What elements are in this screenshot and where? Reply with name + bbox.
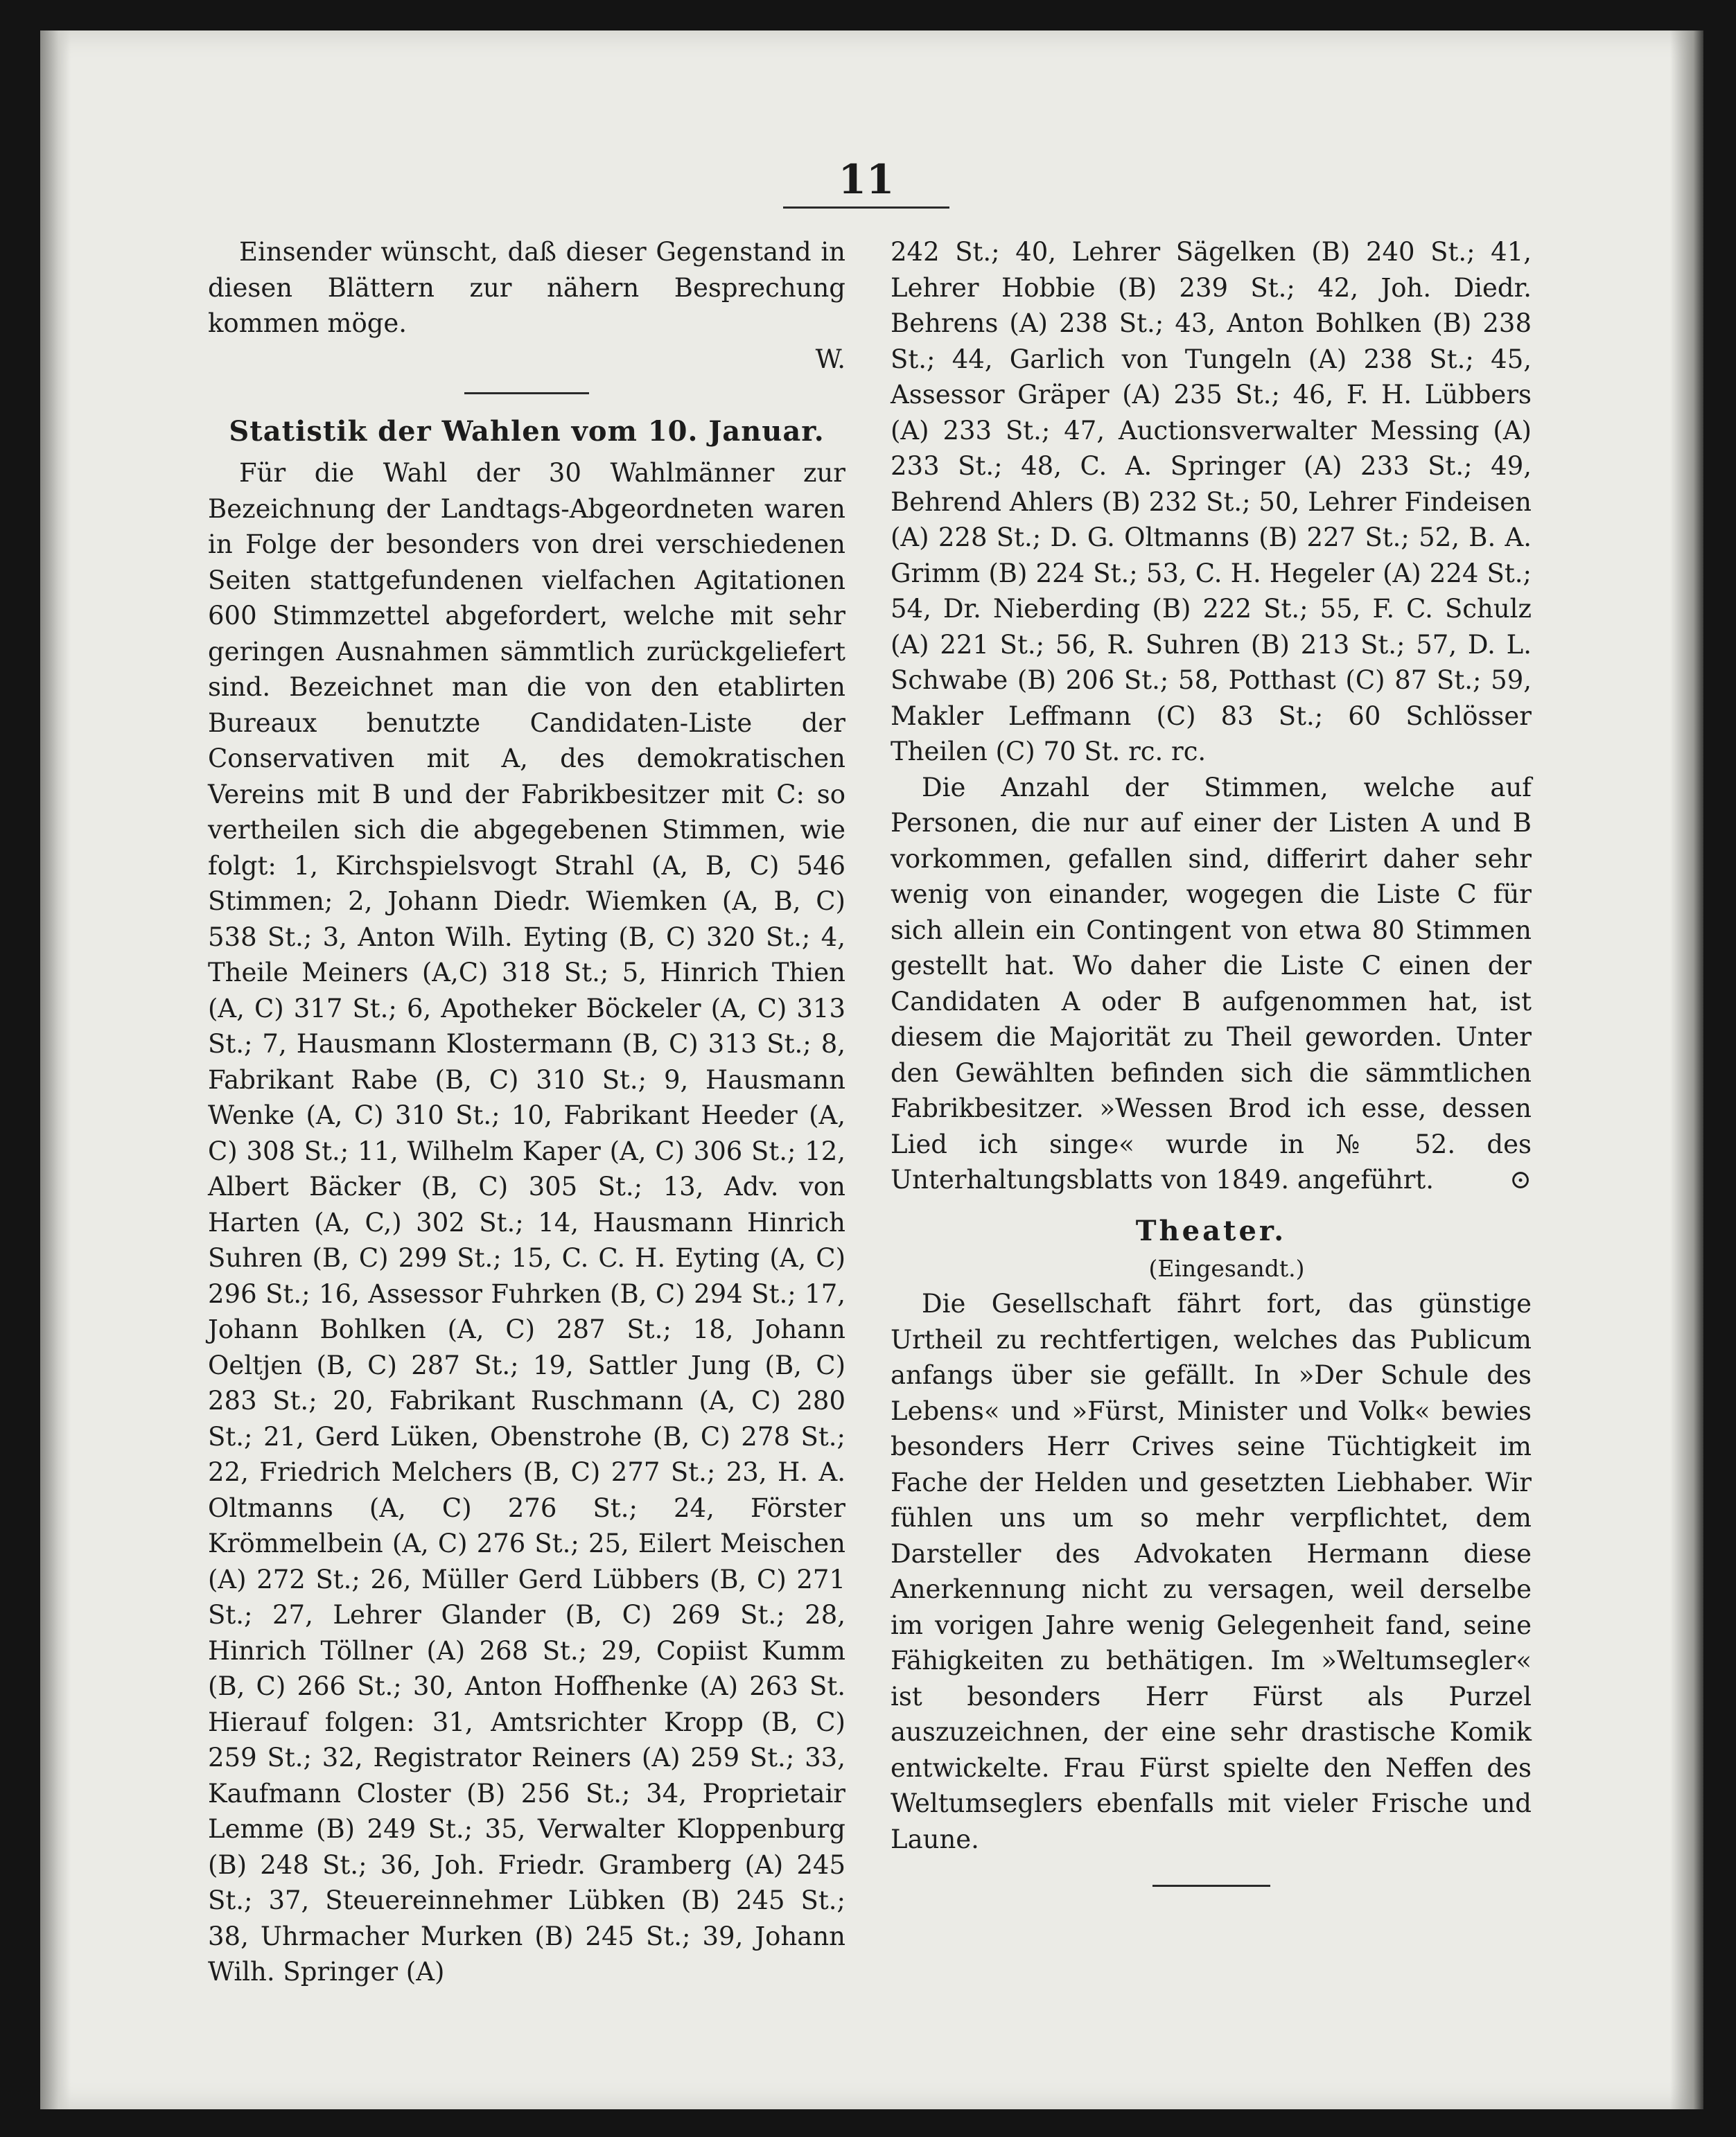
article-summary [891,770,1532,1198]
theater-subtitle: (Eingesandt.) [1148,1254,1305,1282]
article-title: Statistik der Wahlen vom 10. Januar. [229,415,825,448]
section-divider [464,392,589,394]
theater-body: Die Gesellschaft fährt fort, das günstige Urtheil zu rechtfertigen, welches das Publicum anfangs über sie gefällt. In »Der Schule des Lebens« und »Fürst, Minister und Volk« bewies besonders Herr Crives seine Tüchtigkeit im Fache der Helden und gesetzten Liebhaber. Wir fühlen uns um so mehr verpflichtet, dem Darsteller des Advokaten Hermann diese Anerkennung nicht zu versagen, weil derselbe im vorigen Jahre wenig Gelegenheit fand, seine Fähigkeiten zu bethätigen. Im »Weltumsegler« ist besonders Herr Fürst als Purzel auszuzeichnen, der eine sehr drastische Komik entwickelte. Frau Fürst spielte den Neffen des Weltumseglers ebenfalls mit vieler Frische und Laune. [891,1289,1532,1854]
page-edge-shadow [1670,30,1703,2109]
header-rule [783,206,949,209]
left-column [208,234,845,1990]
page-number: 11 [838,156,895,203]
end-rule [1152,1885,1270,1887]
intro-paragraph: Einsender wünscht, daß dieser Gegenstand in diesen Blättern zur nähern Besprechung kommen möge. [208,237,845,338]
page-spine-shadow [40,30,71,2109]
page-header [783,156,949,209]
article-continuation: 242 St.; 40, Lehrer Sägelken (B) 240 St.; 41, Lehrer Hobbie (B) 239 St.; 42, Joh. Diedr. Behrens (A) 238 St.; 43, Anton Bohlken (B) 238 St.; 44, Garlich von Tungeln (A) 238 St.; 45, Assessor Gräper (A) 235 St.; 46, F. H. Lübbers (A) 233 St.; 47, Auctionsverwalter Messing (A) 233 St.; 48, C. A. Springer (A) 233 St.; 49, Behrend Ahlers (B) 232 St.; 50, Lehrer Findeisen (A) 228 St.; D. G. Oltmanns (B) 227 St.; 52, B. A. Grimm (B) 224 St.; 53, C. H. Hegeler (A) 224 St.; 54, Dr. Nieberding (B) 222 St.; 55, F. C. Schulz (A) 221 St.; 56, R. Suhren (B) 213 St.; 57, D. L. Schwabe (B) 206 St.; 58, Potthast (C) 87 St.; 59, Makler Leffmann (C) 83 St.; 60 Schlösser Theilen (C) 70 St. rc. rc. [891,237,1532,766]
summary-text: Die Anzahl der Stimmen, welche auf Personen, die nur auf einer der Listen A und B vorkommen, gefallen sind, differirt daher sehr wenig von einander, wogegen die Liste C für sich allein ein Contingent von etwa 80 Stimmen gestellt hat. Wo daher die Liste C einen der Candidaten A oder B aufgenommen hat, ist diesem die Majorität zu Theil geworden. Unter den Gewählten befinden sich die sämmtlichen Fabrikbesitzer. »Wessen Brod ich esse, dessen Lied ich singe« wurde in № 52. des Unterhaltungsblatts von 1849. angeführt. [891,772,1532,1195]
intro-signature: W. [815,344,845,374]
right-column [891,234,1532,1887]
article-body: Für die Wahl der 30 Wahlmänner zur Bezeichnung der Landtags-Abgeordneten waren in Folge der besonders von drei verschiedenen Seiten stattgefundenen vielfachen Agitationen 600 Stimmzettel abgefordert, welche mit sehr geringen Ausnahmen sämmtlich zurückgeliefert sind. Bezeichnet man die von den etablirten Bureaux benutzte Candidaten-Liste der Conservativen mit A, des demokratischen Vereins mit B und der Fabrikbesitzer mit C: so vertheilen sich die abgegebenen Stimmen, wie folgt: 1, Kirchspielsvogt Strahl (A, B, C) 546 Stimmen; 2, Johann Diedr. Wiemken (A, B, C) 538 St.; 3, Anton Wilh. Eyting (B, C) 320 St.; 4, Theile Meiners (A,C) 318 St.; 5, Hinrich Thien (A, C) 317 St.; 6, Apotheker Böckeler (A, C) 313 St.; 7, Hausmann Klostermann (B, C) 313 St.; 8, Fabrikant Rabe (B, C) 310 St.; 9, Hausmann Wenke (A, C) 310 St.; 10, Fabrikant Heeder (A, C) 308 St.; 11, Wilhelm Kaper (A, C) 306 St.; 12, Albert Bäcker (B, C) 305 St.; 13, Adv. von Harten (A, C,) 302 St.; 14, Hausmann Hinrich Suhren (B, C) 299 St.; 15, C. C. H. Eyting (A, C) 296 St.; 16, Assessor Fuhrken (B, C) 294 St.; 17, Johann Bohlken (A, C) 287 St.; 18, Johann Oeltjen (B, C) 287 St.; 19, Sattler Jung (B, C) 283 St.; 20, Fabrikant Ruschmann (A, C) 280 St.; 21, Gerd Lüken, Obenstrohe (B, C) 278 St.; 22, Friedrich Melchers (B, C) 277 St.; 23, H. A. Oltmanns (A, C) 276 St.; 24, Förster Krömmelbein (A, C) 276 St.; 25, Eilert Meischen (A) 272 St.; 26, Müller Gerd Lübbers (B, C) 271 St.; 27, Lehrer Glander (B, C) 269 St.; 28, Hinrich Töllner (A) 268 St.; 29, Copiist Kumm (B, C) 266 St.; 30, Anton Hoffhenke (A) 263 St. Hierauf folgen: 31, Amtsrichter Kropp (B, C) 259 St.; 32, Registrator Reiners (A) 259 St.; 33, Kaufmann Closter (B) 256 St.; 34, Proprietair Lemme (B) 249 St.; 35, Verwalter Kloppenburg (B) 248 St.; 36, Joh. Friedr. Gramberg (A) 245 St.; 37, Steuereinnehmer Lübken (B) 245 St.; 38, Uhrmacher Murken (B) 245 St.; 39, Johann Wilh. Springer (A) [208,458,845,1987]
theater-title: Theater. [1135,1214,1287,1247]
end-mark-icon: ⊙ [1509,1164,1532,1195]
